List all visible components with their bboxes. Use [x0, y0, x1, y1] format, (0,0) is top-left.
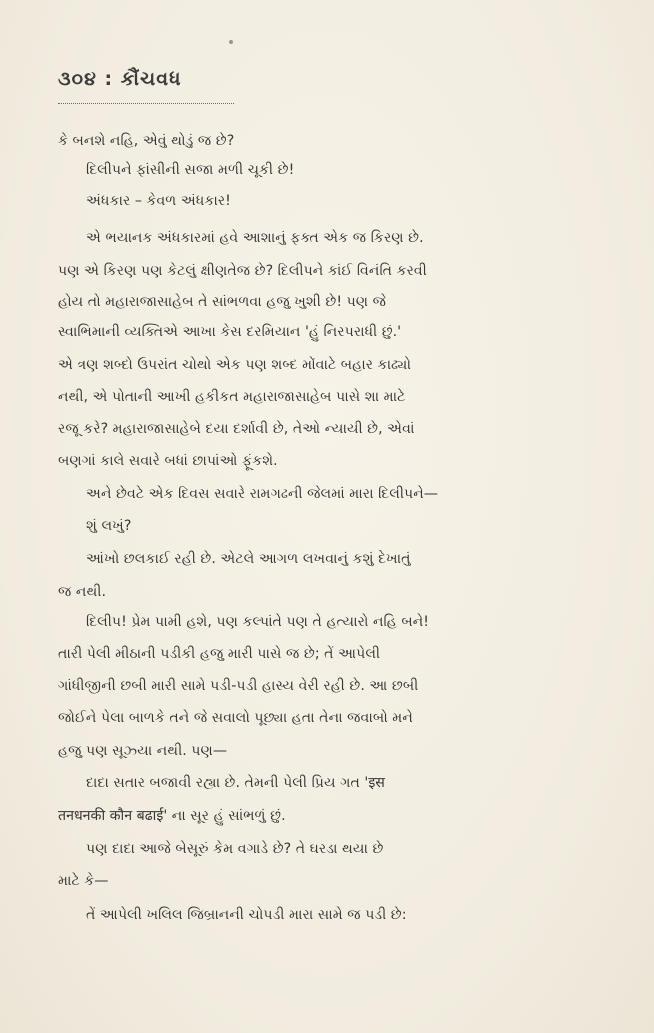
text-line: કે બનશે નહિ, એવું થોડું જ છે?	[58, 133, 235, 149]
text-line: દાદા સતાર બજાવી રહ્યા છે. તેમની પેલી પ્રિય ગત 'इस	[86, 775, 385, 791]
text-line: પણ એ કિરણ પણ કેટલું ક્ષીણતેજ છે? દિલીપને કાંઈ વિનંતિ કરવી	[58, 263, 427, 279]
text-line: દિલીપ! પ્રેમ પામી હશે, પણ કલ્પાંતે પણ તે હત્યારો નહિ બને!	[86, 614, 429, 630]
page-number: ૩૦૪	[58, 68, 97, 90]
print-speck	[229, 40, 233, 44]
text-line: બણગાં કાલે સવારે બધાં છાપાંઓ ફૂંકશે.	[58, 453, 278, 469]
text-line: જોઈને પેલા બાળકે તને જે સવાલો પૂછ્યા હતા તેના જવાબો મને	[58, 710, 413, 726]
text-line: હજુ પણ સૂઝ્યા નથી. પણ—	[58, 743, 228, 759]
text-line: હોય તો મહારાજાસાહેબ તે સાંભળવા હજુ ખુશી છે! પણ જે	[58, 294, 387, 310]
text-line: સ્વાભિમાની વ્યક્તિએ આખા કેસ દરમિયાન 'હું નિરપરાધી છું.'	[58, 324, 402, 340]
text-line: દિલીપને ફાંસીની સજા મળી ચૂકી છે!	[86, 162, 295, 178]
text-line: આંખો છલકાઈ રહી છે. એટલે આગળ લખવાનું કશું દેખાતું	[86, 551, 411, 567]
text-line: માટે કે—	[58, 873, 109, 889]
running-header	[58, 68, 181, 90]
text-line: તારી પેલી મીઠાની પડીકી હજુ મારી પાસે જ છે; તેં આપેલી	[58, 646, 381, 662]
text-line: જ નથી.	[58, 584, 106, 600]
header-rule	[58, 103, 234, 104]
text-line: અંધકાર – કેવળ અંધકાર!	[86, 193, 231, 209]
text-line: એ ત્રણ શબ્દો ઉપરાંત ચોથો એક પણ શબ્દ મોંવાટે બહાર કાઢ્યો	[58, 357, 412, 373]
text-line: પણ દાદા આજે બેસૂરું કેમ વગાડે છે? તે ઘરડા થયા છે	[86, 841, 384, 857]
text-line: શું લખું?	[86, 518, 132, 534]
header-separator: :	[104, 68, 114, 90]
text-line: એ ભયાનક અંધકારમાં હવે આશાનું ફક્ત એક જ કિરણ છે.	[86, 230, 424, 246]
text-line: રજૂ કરે? મહારાજાસાહેબે દયા દર્શાવી છે, તેઓ ન્યાયી છે, એવાં	[58, 421, 415, 437]
text-line: ગાંધીજીની છબી મારી સામે પડી-પડી હાસ્ય વેરી રહી છે. આ છબી	[58, 678, 419, 694]
text-line: તેં આપેલી ખલિલ જિબ્રાનની ચોપડી મારા સામે જ પડી છે:	[86, 907, 407, 923]
text-line: तनधनकी कौन बढाई' ના સૂર હું સાંભળું છું.	[58, 808, 286, 824]
text-line: નથી, એ પોતાની આખી હકીકત મહારાજાસાહેબ પાસે શા માટે	[58, 389, 406, 405]
chapter-title: કૌંચવધ	[120, 68, 182, 90]
text-line: અને છેવટે એક દિવસ સવારે રામગઢની જેલમાં મારા દિલીપને—	[86, 486, 438, 502]
